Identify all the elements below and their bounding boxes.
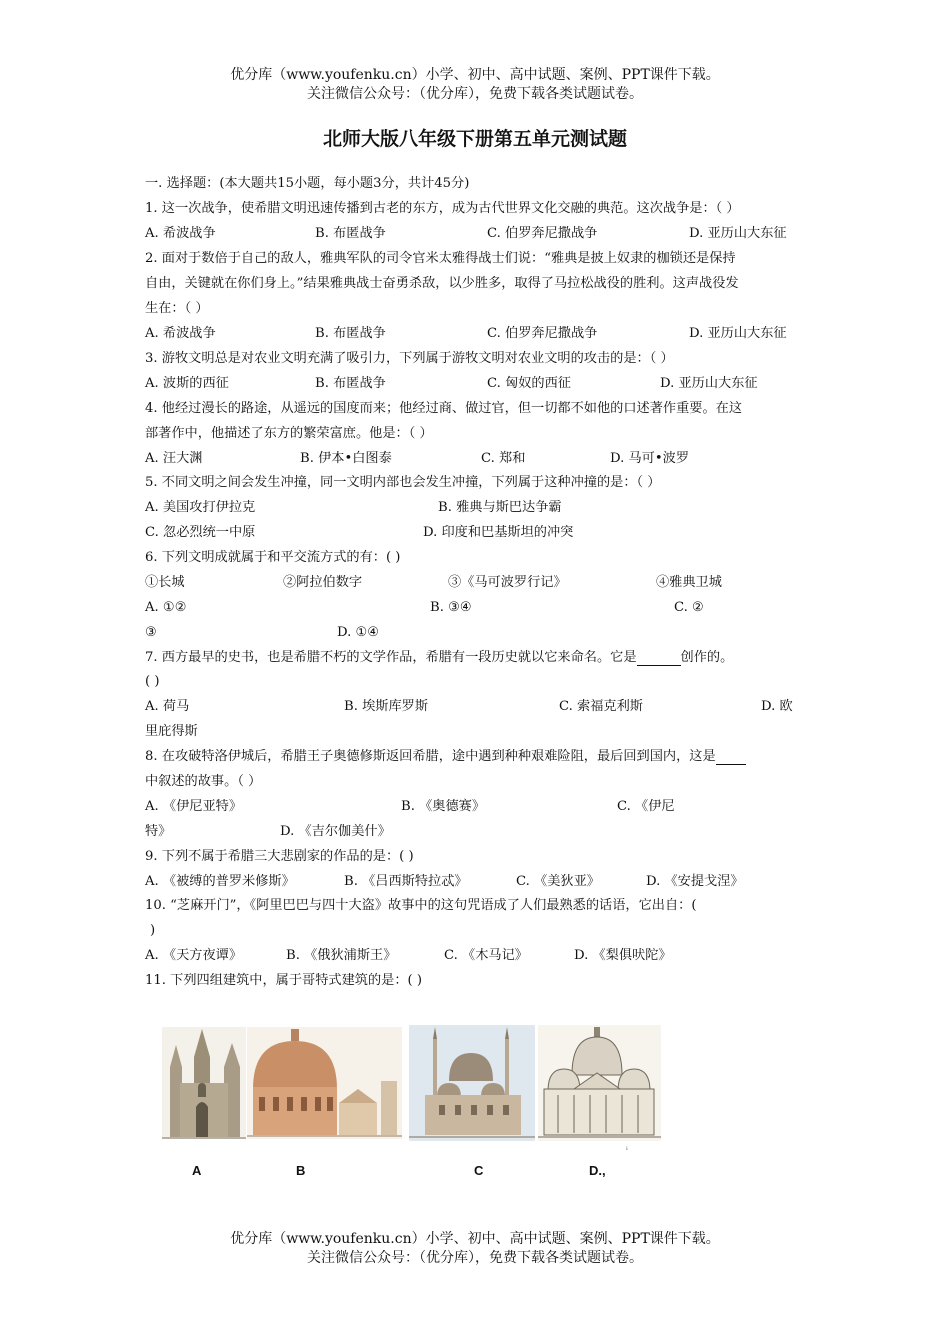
q8-option-a: A. 《伊尼亚特》: [145, 799, 243, 814]
q2-option-b: B. 布匿战争: [315, 326, 386, 341]
q10-stem-1: 10. “芝麻开门”，《阿里巴巴与四十大盗》故事中的这句咒语成了人们最熟悉的话语，它出自：(: [145, 898, 697, 913]
q8-option-c: C. 《伊尼: [617, 799, 675, 814]
footer-line-2: 关注微信公众号：（优分库），免费下载各类试题试卷。: [307, 1250, 643, 1266]
q10-option-a: A. 《天方夜谭》: [145, 948, 243, 963]
q7-option-c: C. 索福克利斯: [559, 699, 643, 714]
q9-stem: 9. 下列不属于希腊三大悲剧家的作品的是：( ): [145, 849, 414, 864]
q4-option-d: D. 马可•波罗: [610, 451, 690, 466]
header-line-1: 优分库（www.youfenku.cn）小学、初中、高中试题、案例、PPT课件下载。: [230, 67, 720, 83]
q5-option-a: A. 美国攻打伊拉克: [145, 500, 256, 515]
q1-option-c: C. 伯罗奔尼撒战争: [487, 226, 598, 241]
q7-option-b: B. 埃斯库罗斯: [344, 699, 429, 714]
figure-label-d: D.,: [589, 1163, 606, 1178]
q8-option-c-cont: 特》: [145, 824, 172, 839]
q5-option-d: D. 印度和巴基斯坦的冲突: [423, 525, 574, 540]
q1-option-a: A. 希波战争: [145, 226, 216, 241]
q7-stem: [145, 650, 733, 666]
q7-stem-pre: 7. 西方最早的史书，也是希腊不朽的文学作品，希腊有一段历史就以它来命名。它是: [145, 650, 637, 665]
q2-stem-2: 自由，关键就在你们身上。”结果雅典战士奋勇杀敌，以少胜多，取得了马拉松战役的胜利。这声战役发: [145, 276, 739, 291]
stray-mark: ᵢ: [626, 1143, 628, 1153]
q10-option-c: C. 《木马记》: [444, 948, 528, 963]
q6-stem: 6. 下列文明成就属于和平交流方式的有：( ): [145, 550, 401, 565]
q8-option-d: D. 《吉尔伽美什》: [280, 824, 391, 839]
q9-option-a: A. 《被缚的普罗米修斯》: [145, 874, 295, 889]
q1-option-d: D. 亚历山大东征: [689, 226, 787, 241]
q6-item-2: ②阿拉伯数字: [283, 575, 363, 590]
q7-option-d: D. 欧: [761, 699, 793, 714]
q6-option-b: B. ③④: [430, 600, 472, 615]
q6-item-3: ③《马可波罗行记》: [448, 575, 567, 590]
q8-stem: [145, 749, 746, 765]
figure-label-a: A: [192, 1163, 202, 1178]
gothic-cathedral-image: [162, 1027, 246, 1139]
q6-option-c-cont: ③: [145, 625, 157, 640]
baptistery-image: [247, 1027, 402, 1139]
q3-option-b: B. 布匿战争: [315, 376, 386, 391]
q5-stem: 5. 不同文明之间会发生冲撞，同一文明内部也会发生冲撞，下列属于这种冲撞的是：（ ）: [145, 475, 661, 490]
q10-option-d: D. 《梨俱吠陀》: [574, 948, 672, 963]
q9-option-b: B. 《吕西斯特拉忒》: [344, 874, 468, 889]
q8-stem-pre: 8. 在攻破特洛伊城后，希腊王子奥德修斯返回希腊，途中遇到种种艰难险阻，最后回到国内，这是: [145, 749, 716, 764]
q7-option-d-cont: 里庇得斯: [145, 724, 198, 739]
q4-stem-1: 4. 他经过漫长的路途，从遥远的国度而来；他经过商、做过官，但一切都不如他的口述著作重要。在这: [145, 401, 743, 416]
q2-option-a: A. 希波战争: [145, 326, 216, 341]
q8-stem-2: 中叙述的故事。（ ）: [145, 774, 262, 789]
q6-item-1: ①长城: [145, 575, 185, 590]
q4-stem-2: 部著作中，他描述了东方的繁荣富庶。他是：（ ）: [145, 426, 433, 441]
q6-option-d: D. ①④: [337, 625, 380, 640]
q1-option-b: B. 布匿战争: [315, 226, 386, 241]
q10-stem-2: ): [150, 923, 156, 938]
q3-option-c: C. 匈奴的西征: [487, 376, 571, 391]
q3-option-d: D. 亚历山大东征: [660, 376, 758, 391]
q6-option-c: C. ②: [674, 600, 704, 615]
q3-option-a: A. 波斯的西征: [145, 376, 229, 391]
q7-stem-post: 创作的。: [680, 650, 734, 665]
q3-stem: 3. 游牧文明总是对农业文明充满了吸引力，下列属于游牧文明对农业文明的攻击的是：（ ）: [145, 351, 674, 366]
q7-blank: [637, 651, 681, 666]
q9-option-c: C. 《美狄亚》: [516, 874, 600, 889]
figure-label-b: B: [296, 1163, 306, 1178]
footer-line-1: 优分库（www.youfenku.cn）小学、初中、高中试题、案例、PPT课件下载。: [230, 1231, 720, 1247]
q5-option-b: B. 雅典与斯巴达争霸: [438, 500, 562, 515]
q2-option-d: D. 亚历山大东征: [689, 326, 787, 341]
q11-stem: 11. 下列四组建筑中，属于哥特式建筑的是：( ): [145, 973, 423, 988]
q7-paren: ( ): [145, 674, 160, 689]
q2-option-c: C. 伯罗奔尼撒战争: [487, 326, 598, 341]
q5-option-c: C. 忽必烈统一中原: [145, 525, 256, 540]
q6-item-4: ④雅典卫城: [656, 575, 722, 590]
header-line-2: 关注微信公众号：（优分库），免费下载各类试题试卷。: [307, 86, 643, 102]
q4-option-b: B. 伊本•白图泰: [300, 451, 392, 466]
q7-option-a: A. 荷马: [145, 699, 190, 714]
q2-stem-3: 生在：（ ）: [145, 301, 209, 316]
page-title: 北师大版八年级下册第五单元测试题: [322, 128, 627, 150]
q8-blank: [716, 750, 746, 765]
q6-option-a: A. ①②: [145, 600, 187, 615]
q8-option-b: B. 《奥德赛》: [401, 799, 486, 814]
q4-option-a: A. 汪大渊: [145, 451, 203, 466]
section-heading: 一. 选择题：(本大题共15小题，每小题3分，共计45分): [145, 176, 470, 191]
q9-option-d: D. 《安提戈涅》: [646, 874, 744, 889]
q4-option-c: C. 郑和: [481, 451, 526, 466]
mosque-image: [409, 1025, 535, 1141]
domed-church-image: [538, 1025, 661, 1141]
q10-option-b: B. 《俄狄浦斯王》: [286, 948, 397, 963]
figure-label-c: C: [474, 1163, 484, 1178]
q2-stem-1: 2. 面对于数倍于自己的敌人，雅典军队的司令官米太雅得战士们说：“雅典是披上奴隶的枷锁还是保持: [145, 251, 736, 266]
q1-stem: 1. 这一次战争，使希腊文明迅速传播到古老的东方，成为古代世界文化交融的典范。这次战争是：（ ）: [145, 201, 740, 216]
